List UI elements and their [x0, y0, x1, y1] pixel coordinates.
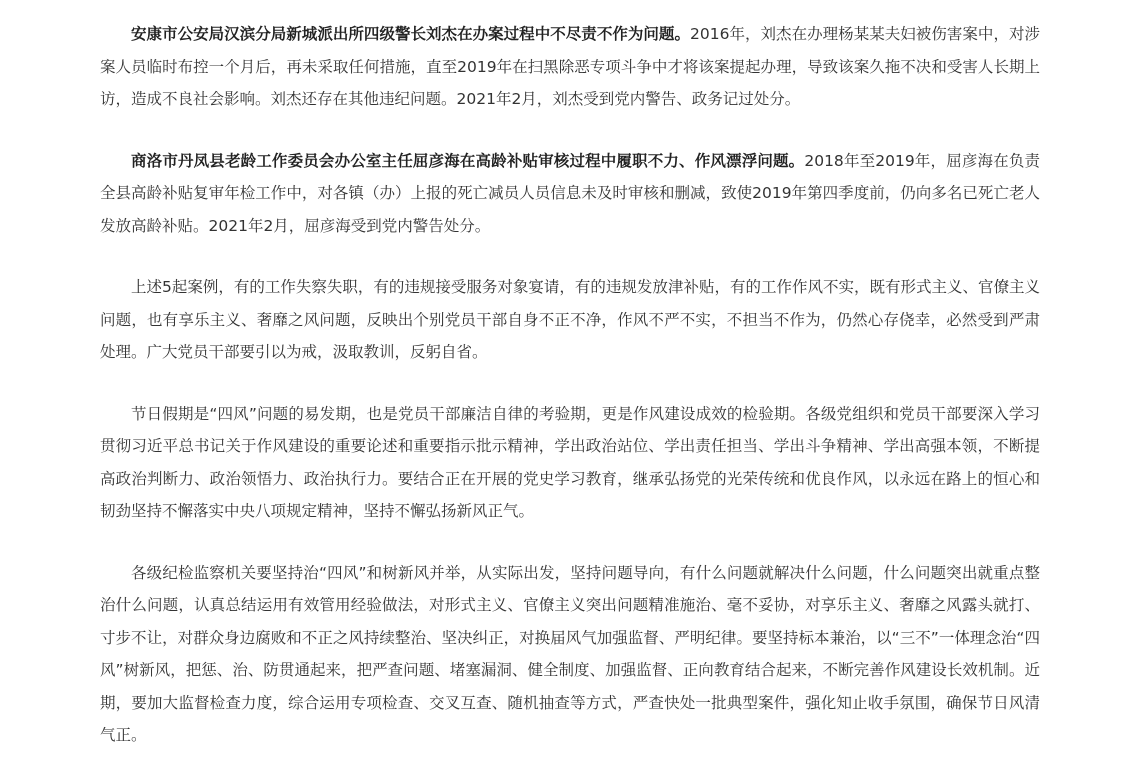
- paragraph-text: 2016年，刘杰在办理杨某某夫妇被伤害案中，对涉案人员临时布控一个月后，再未采取任何措施，直至2019年在扫黑除恶专项斗争中才将该案提起办理，导致该案久拖不决和受害人长期上访，造成不良社会影响。刘杰还存在其他违纪问题。2021年2月，刘杰受到党内警告、政务记过处分。: [100, 25, 1040, 108]
- paragraph-lead-bold: 商洛市丹凤县老龄工作委员会办公室主任屈彦海在高龄补贴审核过程中履职不力、作风漂浮问题。: [131, 151, 805, 170]
- paragraph-holiday-warning: [100, 398, 1040, 528]
- paragraph-text: 各级纪检监察机关要坚持治“四风”和树新风并举，从实际出发，坚持问题导向，有什么问题就解决什么问题，什么问题突出就重点整治什么问题，认真总结运用有效管用经验做法，对形式主义、官僚主义突出问题精准施治、毫不妥协，对享乐主义、奢靡之风露头就打、寸步不让，对群众身边腐败和不正之风持续整治、坚决纠正，对换届风气加强监督、严明纪律。要坚持标本兼治，以“三不”一体理念治“四风”树新风，把惩、治、防贯通起来，把严查问题、堵塞漏洞、健全制度、加强监督、正向教育结合起来，不断完善作风建设长效机制。近期，要加大监督检查力度，综合运用专项检查、交叉互查、随机抽查等方式，严查快处一批典型案件，强化知止收手氛围，确保节日风清气正。: [100, 563, 1040, 744]
- paragraph-case-quyanhai: [100, 145, 1040, 243]
- paragraph-text: 上述5起案例，有的工作失察失职，有的违规接受服务对象宴请，有的违规发放津补贴，有的工作作风不实，既有形式主义、官僚主义问题，也有享乐主义、奢靡之风问题，反映出个别党员干部自身不正不净，作风不严不实，不担当不作为，仍然心存侥幸，必然受到严肃处理。广大党员干部要引以为戒，汲取教训，反躬自省。: [100, 278, 1040, 361]
- paragraph-text: 2018年至2019年，屈彦海在负责全县高龄补贴复审年检工作中，对各镇（办）上报的死亡减员人员信息未及时审核和删减，致使2019年第四季度前，仍向多名已死亡老人发放高龄补贴。2021年2月，屈彦海受到党内警告处分。: [100, 151, 1040, 235]
- paragraph-case-liujie: [100, 18, 1040, 116]
- paragraph-summary: [100, 271, 1040, 369]
- paragraph-lead-bold: 安康市公安局汉滨分局新城派出所四级警长刘杰在办案过程中不尽责不作为问题。: [131, 25, 690, 43]
- article-body: [100, 18, 1040, 752]
- paragraph-text: 节日假期是“四风”问题的易发期，也是党员干部廉洁自律的考验期，更是作风建设成效的检验期。各级党组织和党员干部要深入学习贯彻习近平总书记关于作风建设的重要论述和重要指示批示精神，学出政治站位、学出责任担当、学出斗争精神、学出高强本领，不断提高政治判断力、政治领悟力、政治执行力。要结合正在开展的党史学习教育，继承弘扬党的光荣传统和优良作风，以永远在路上的恒心和韧劲坚持不懈落实中央八项规定精神，坚持不懈弘扬新风正气。: [100, 404, 1040, 520]
- paragraph-discipline-requirements: [100, 557, 1040, 752]
